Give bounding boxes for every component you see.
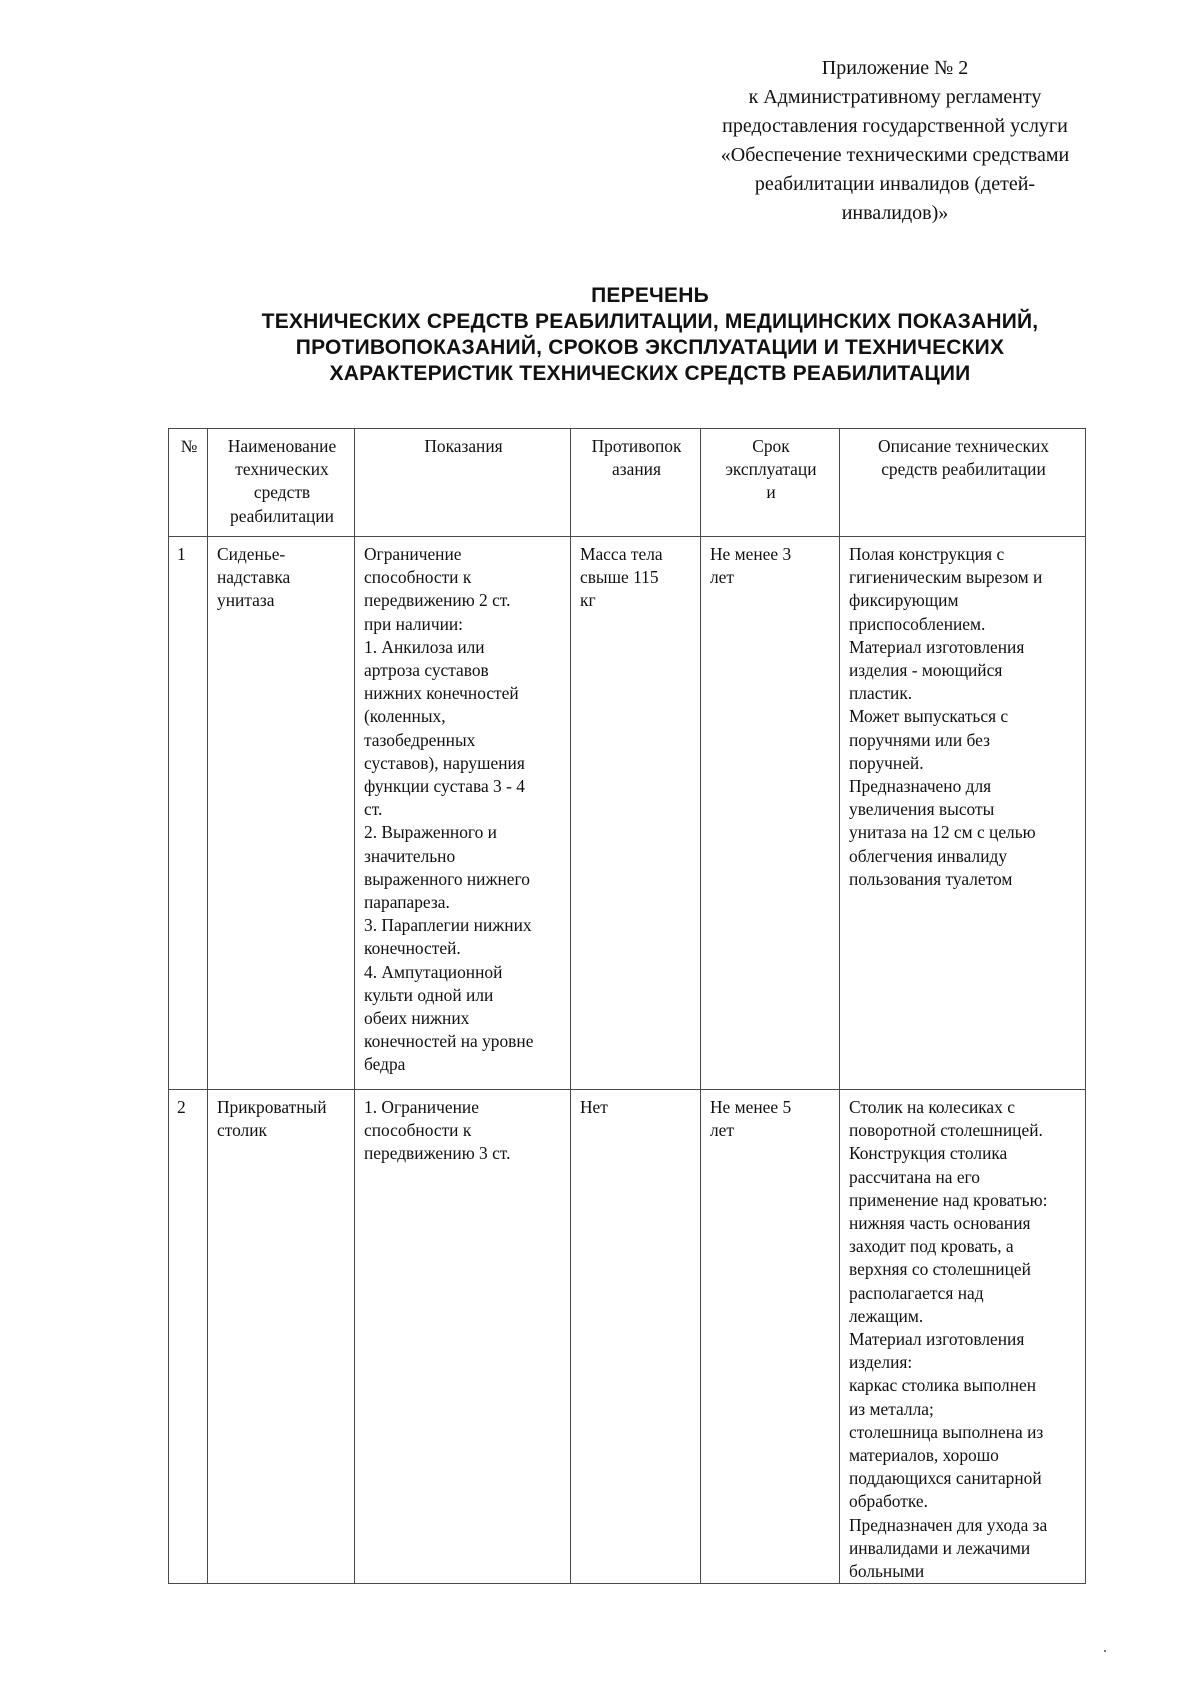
cell-text: при наличии: (364, 613, 464, 634)
cell-text: поручней. (849, 752, 924, 773)
cell-text: пользования туалетом (849, 868, 1013, 889)
cell-text: способности к (364, 1120, 472, 1141)
cell-text: передвижению 3 ст. (364, 1143, 511, 1164)
cell-text: нижняя часть основания (849, 1213, 1031, 1234)
cell-text: Не менее 3 (710, 544, 792, 564)
appendix-block (660, 54, 1130, 228)
appendix-line: инвалидов)» (841, 202, 949, 224)
appendix-line: «Обеспечение техническими средствами (720, 144, 1070, 166)
cell-indications (355, 537, 571, 1090)
header-text: эксплуатаци (725, 459, 817, 480)
cell-text: пластик. (849, 683, 913, 704)
cell-indications (355, 1090, 571, 1584)
scan-speck (1104, 1650, 1106, 1652)
cell-text: поддающихся санитарной (849, 1468, 1042, 1489)
cell-text: Столик на колесиках с (849, 1097, 1015, 1117)
cell-text: каркас столика выполнен (849, 1375, 1037, 1396)
cell-text: изделия - моющийся (849, 660, 1003, 681)
cell-text: облегчения инвалиду (849, 845, 1008, 866)
cell-text: материалов, хорошо (849, 1445, 999, 1466)
cell-text: поручнями или без (849, 729, 990, 750)
cell-text: нижних конечностей (364, 683, 519, 704)
table-header-row (169, 429, 1086, 537)
cell-text: верхняя со столешницей (849, 1259, 1031, 1280)
cell-text: изделия: (849, 1352, 913, 1373)
cell-text: поворотной столешницей. (849, 1120, 1043, 1141)
cell-text: столик (217, 1120, 267, 1141)
cell-text: столешница выполнена из (849, 1421, 1044, 1442)
cell-text: Прикроватный (217, 1097, 327, 1117)
header-text: Показания (424, 436, 503, 456)
cell-text: лет (710, 567, 734, 588)
header-text: средств реабилитации (881, 459, 1046, 480)
cell-text: способности к (364, 567, 472, 588)
cell-text: Конструкция столика (849, 1143, 1008, 1164)
cell-text: унитаза на 12 см с целью (849, 822, 1036, 843)
cell-text: тазобедренных (364, 729, 476, 750)
cell-text: культи одной или (364, 984, 494, 1005)
appendix-line: к Административному регламенту (748, 86, 1042, 108)
cell-text: выраженного нижнего (364, 868, 530, 889)
header-text: № (180, 436, 198, 456)
cell-text: располагается над (849, 1282, 984, 1303)
cell-text: инвалидами и лежачими (849, 1537, 1031, 1558)
cell-text: рассчитана на его (849, 1166, 980, 1187)
cell-text: 1. Анкилоза или (364, 636, 485, 657)
header-text: Наименование (227, 436, 337, 456)
header-indications (355, 429, 571, 537)
header-text: Описание технических (878, 436, 1049, 456)
header-text: Срок (752, 436, 790, 456)
title-line: ПЕРЕЧЕНЬ (591, 284, 709, 307)
cell-text: бедра (364, 1054, 406, 1075)
cell-text: больными (849, 1561, 925, 1582)
cell-text: передвижению 2 ст. (364, 590, 511, 611)
cell-text: конечностей на уровне (364, 1031, 534, 1052)
appendix-line: реабилитации инвалидов (детей- (754, 173, 1036, 195)
cell-text: кг (580, 590, 596, 611)
cell-text: Не менее 5 (710, 1097, 792, 1117)
cell-text: Сиденье- (217, 544, 286, 564)
title-line: ХАРАКТЕРИСТИК ТЕХНИЧЕСКИХ СРЕДСТВ РЕАБИЛИТАЦИИ (329, 362, 971, 385)
cell-text: из металла; (849, 1398, 934, 1419)
cell-text: увеличения высоты (849, 799, 995, 820)
header-description (840, 429, 1086, 537)
cell-text: применение над кроватью: (849, 1189, 1048, 1210)
header-contraindications (571, 429, 701, 537)
cell-name (208, 537, 355, 1090)
cell-text: лет (710, 1120, 734, 1141)
header-text: и (766, 482, 776, 503)
cell-text: 4. Ампутационной (364, 961, 503, 982)
header-text: реабилитации (230, 505, 334, 526)
cell-text: Масса тела (580, 544, 663, 564)
cell-text: 2. Выраженного и (364, 822, 497, 843)
cell-text: Предназначено для (849, 776, 992, 797)
title-line: ТЕХНИЧЕСКИХ СРЕДСТВ РЕАБИЛИТАЦИИ, МЕДИЦИНСКИХ ПОКАЗАНИЙ, (261, 310, 1039, 333)
table-row (169, 537, 1086, 1090)
cell-text: Нет (580, 1097, 608, 1117)
cell-text: обработке. (849, 1491, 928, 1512)
document-title (160, 283, 1140, 387)
header-name (208, 429, 355, 537)
cell-text: артроза суставов (364, 660, 489, 681)
cell-number (169, 537, 208, 1090)
cell-text: свыше 115 (580, 567, 659, 588)
header-text: средств (253, 482, 311, 503)
cell-text: Материал изготовления (849, 636, 1025, 657)
cell-text: (коленных, (364, 706, 446, 727)
header-text: технических (235, 459, 329, 480)
cell-text: функции сустава 3 - 4 (364, 776, 525, 797)
header-text: Противопок (591, 436, 682, 456)
cell-text: надставка (217, 567, 291, 588)
cell-number (169, 1090, 208, 1584)
cell-text: суставов), нарушения (364, 752, 525, 773)
cell-contraindications (571, 1090, 701, 1584)
rehabilitation-means-table (168, 428, 1086, 1584)
cell-text: 3. Параплегии нижних (364, 915, 532, 936)
appendix-line: Приложение № 2 (821, 57, 969, 79)
header-number (169, 429, 208, 537)
cell-text: конечностей. (364, 938, 461, 959)
cell-name (208, 1090, 355, 1584)
cell-text: Полая конструкция с (849, 544, 1005, 564)
cell-text: Материал изготовления (849, 1329, 1025, 1350)
cell-text: приспособлением. (849, 613, 986, 634)
cell-text: обеих нижних (364, 1008, 470, 1029)
cell-text: лежащим. (849, 1305, 924, 1326)
header-text: азания (612, 459, 661, 480)
cell-text: гигиеническим вырезом и (849, 567, 1043, 588)
cell-text: заходит под кровать, а (849, 1236, 1014, 1257)
cell-text: Предназначен для ухода за (849, 1514, 1048, 1535)
cell-text: парапареза. (364, 892, 450, 913)
cell-description (840, 537, 1086, 1090)
cell-text: унитаза (217, 590, 275, 611)
cell-text: Может выпускаться с (849, 706, 1009, 727)
cell-text: значительно (364, 845, 456, 866)
cell-text: 2 (177, 1097, 186, 1117)
header-term (701, 429, 840, 537)
cell-text: ст. (364, 799, 383, 820)
cell-term (701, 1090, 840, 1584)
cell-text: 1 (177, 544, 186, 564)
cell-text: Ограничение (364, 544, 462, 564)
table-row (169, 1090, 1086, 1584)
appendix-line: предоставления государственной услуги (722, 115, 1068, 137)
cell-description (840, 1090, 1086, 1584)
cell-text: фиксирующим (849, 590, 959, 611)
cell-contraindications (571, 537, 701, 1090)
cell-term (701, 537, 840, 1090)
title-line: ПРОТИВОПОКАЗАНИЙ, СРОКОВ ЭКСПЛУАТАЦИИ И ТЕХНИЧЕСКИХ (295, 336, 1005, 359)
cell-text: 1. Ограничение (364, 1097, 479, 1117)
